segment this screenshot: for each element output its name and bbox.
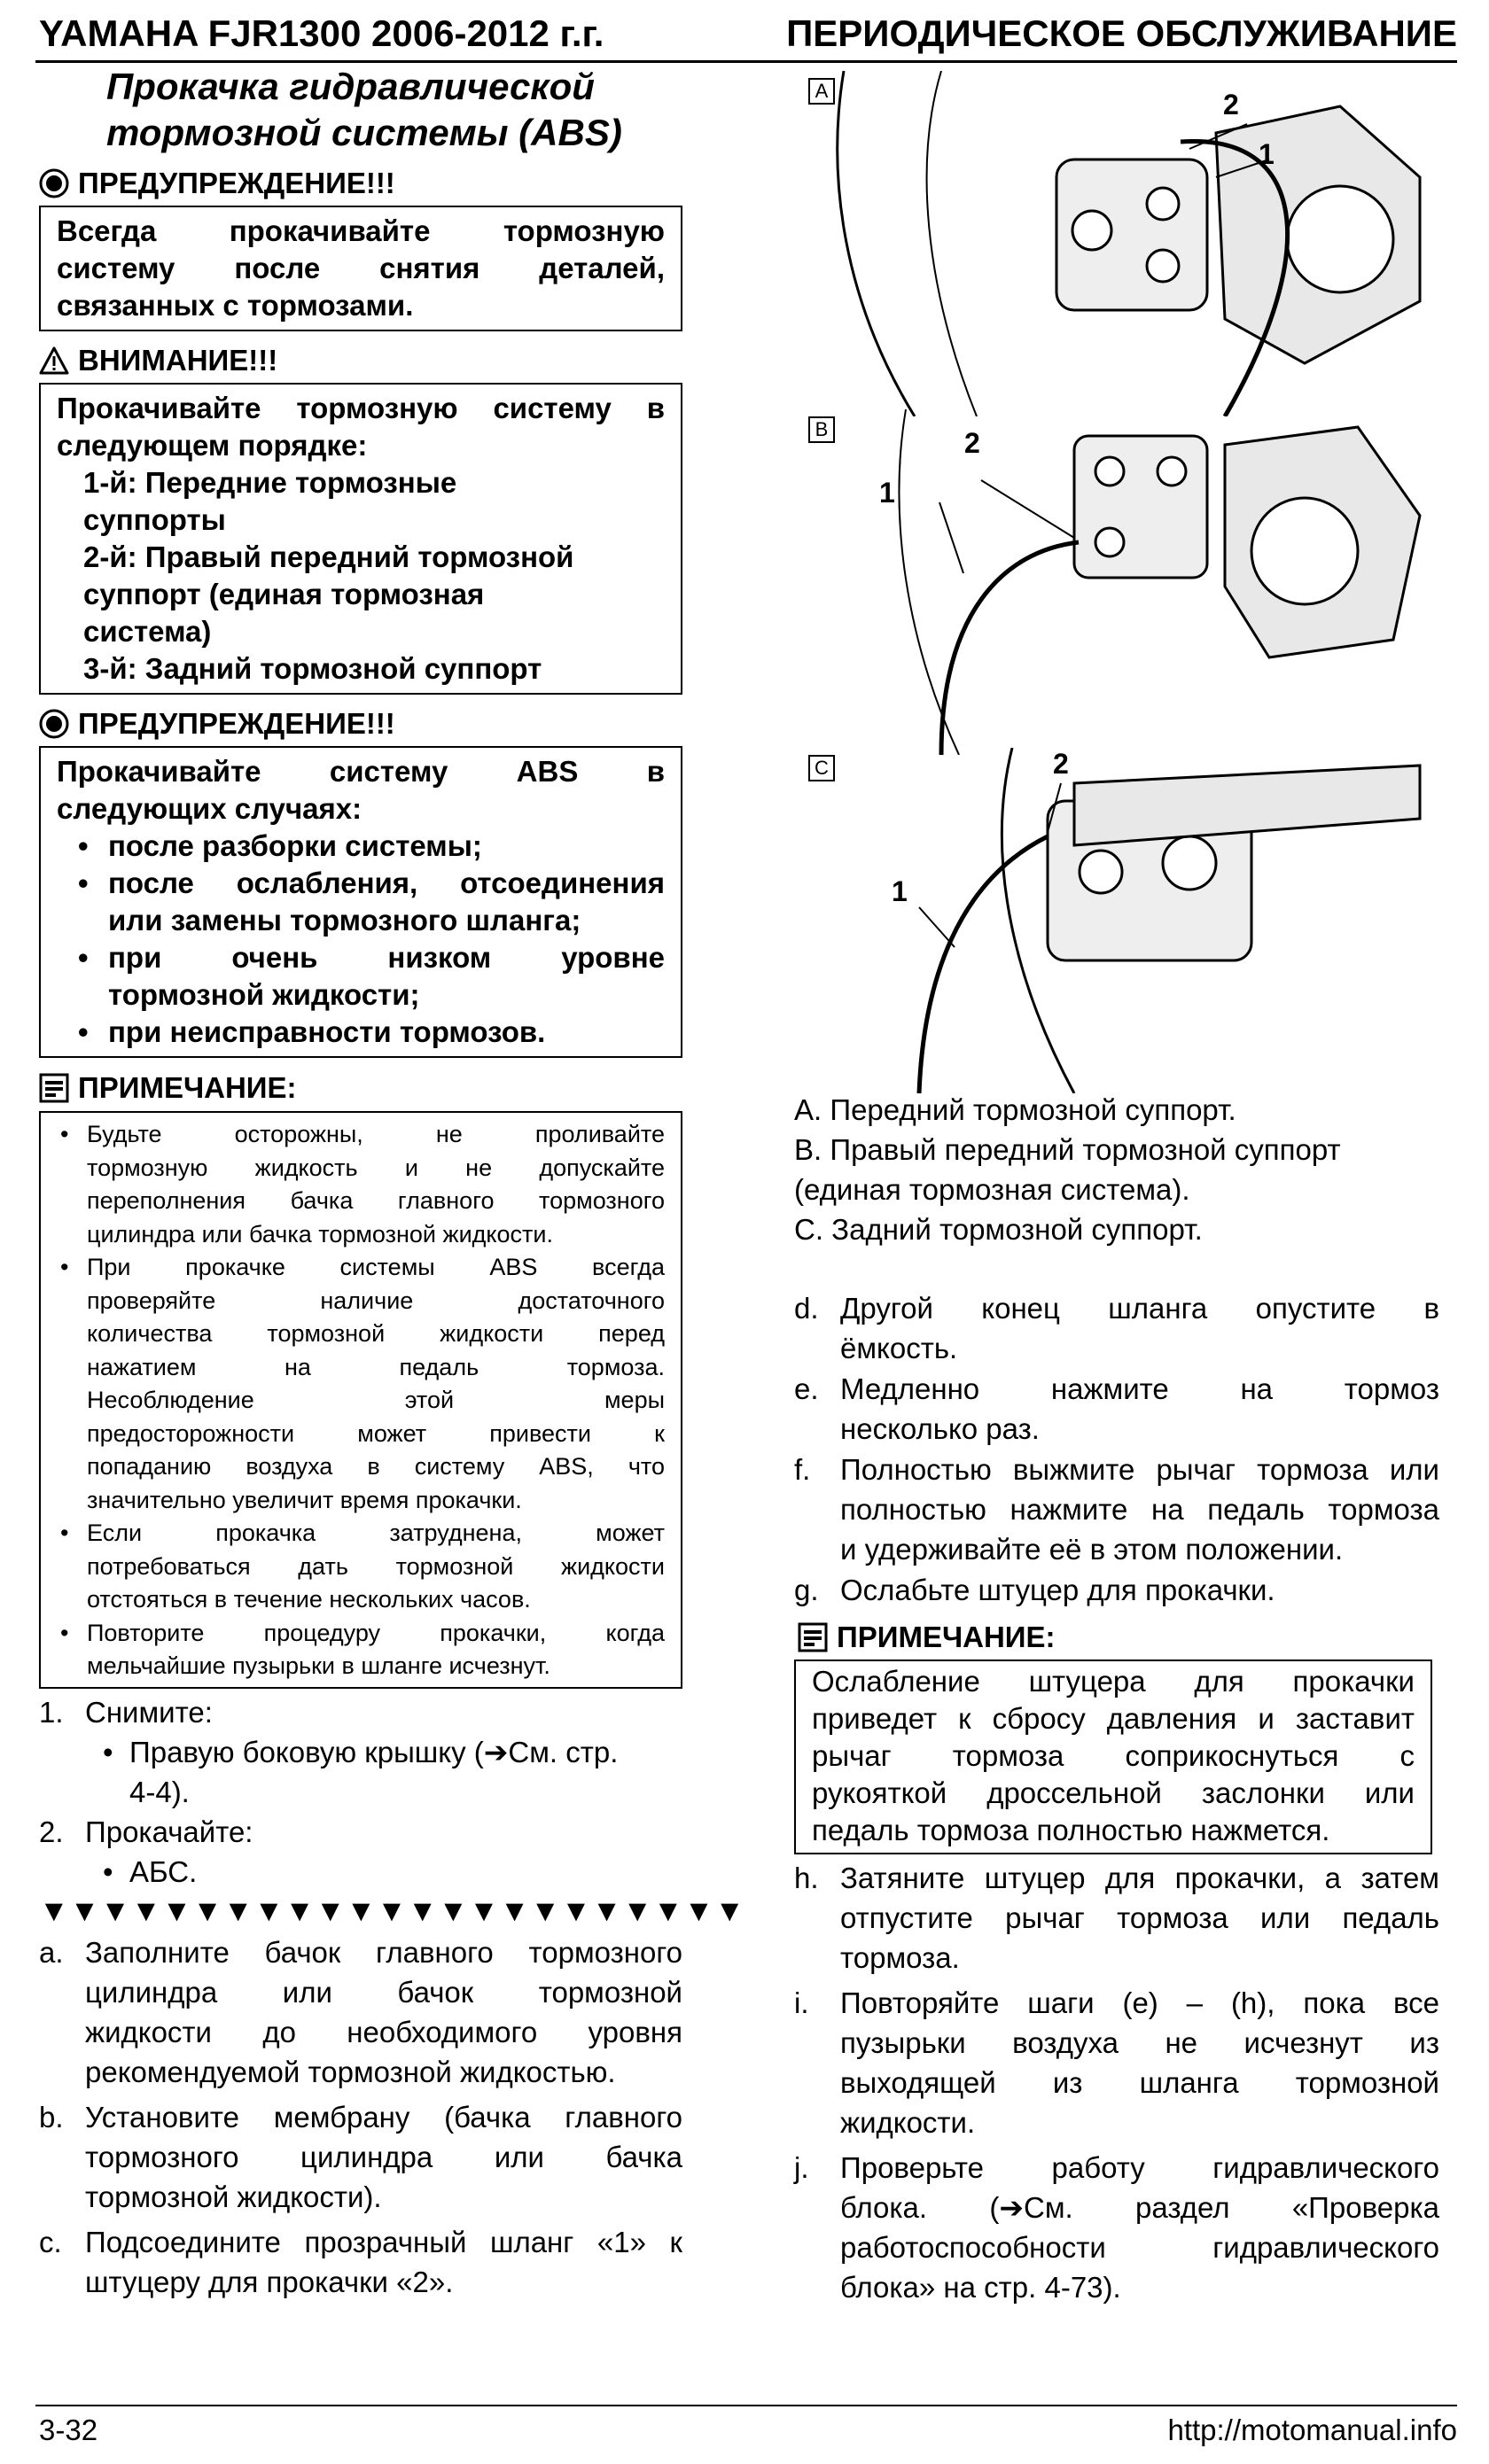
warning2-heading: ПРЕДУПРЕЖДЕНИЕ!!! bbox=[39, 702, 682, 746]
stop-hand-icon bbox=[39, 709, 69, 739]
step-2: 2. Прокачайте: bbox=[39, 1815, 253, 1848]
step-2-sub: • АБС. bbox=[39, 1852, 682, 1892]
warning2-list bbox=[57, 828, 665, 1051]
substeps-right bbox=[794, 1288, 1439, 1610]
callout-1: 1 bbox=[1259, 138, 1275, 170]
note2-heading: ПРИМЕЧАНИЕ: bbox=[794, 1615, 1439, 1660]
note1-heading: ПРИМЕЧАНИЕ: bbox=[39, 1065, 682, 1111]
caution-heading: ВНИМАНИЕ!!! bbox=[39, 338, 682, 383]
substep-c: c. Подсоедините прозрачный шланг «1» к штуцеру для прокачки «2». bbox=[39, 2225, 682, 2298]
substep-i: i. Повторяйте шаги (e) – (h), пока все пузырьки воздуха не исчезнут из выходящей из шланга тормозной жидкости. bbox=[794, 1986, 1439, 2139]
list-item: • после ослабления, отсоединения или замены тормозного шланга; bbox=[57, 865, 665, 939]
page-number: 3-32 bbox=[39, 2413, 98, 2446]
warning1-heading: ПРЕДУПРЕЖДЕНИЕ!!! bbox=[39, 161, 682, 206]
header-left: YAMAHA FJR1300 2006-2012 г.г. bbox=[39, 12, 604, 54]
warning-triangle-icon bbox=[39, 346, 69, 376]
substep-h: h. Затяните штуцер для прокачки, а затем отпустите рычаг тормоза или педаль тормоза. bbox=[794, 1862, 1439, 1974]
substep-j: j. Проверьте работу гидравлического блока. (➔См. раздел «Проверка работоспособности гидравлического блока» на стр. 4-73). bbox=[794, 2151, 1439, 2304]
note1-box bbox=[39, 1111, 682, 1689]
list-item: • Если прокачка затруднена, может потребоваться дать тормозной жидкости отстояться в течение нескольких часов. bbox=[53, 1517, 665, 1617]
footer-rule bbox=[35, 2405, 1457, 2406]
warning1-box: Всегда прокачивайте тормозную систему после снятия деталей, связанных с тормозами. bbox=[39, 206, 682, 331]
substep-e: e. Медленно нажмите на тормоз несколько раз. bbox=[794, 1372, 1439, 1445]
substep-d: d. Другой конец шланга опустите в ёмкость. bbox=[794, 1292, 1439, 1364]
step-1-sub: • Правую боковую крышку (➔См. стр. 4-4). bbox=[39, 1732, 682, 1812]
substep-a: a. Заполните бачок главного тормозного цилиндра или бачок тормозной жидкости до необходимого уровня рекомендуемой тормозной жидкостью. bbox=[39, 1935, 682, 2088]
figure-c bbox=[808, 748, 1429, 1093]
list-item: • При прокачке системы ABS всегда проверяйте наличие достаточного количества тормозной жидкости перед нажатием на педаль тормоза. Несоблюдение этой меры предосторожности может привести к попаданию воздуха в систему ABS, что значительно увеличит время прокачки. bbox=[53, 1251, 665, 1517]
right-column bbox=[794, 1090, 1439, 2307]
callout-2: 2 bbox=[964, 427, 980, 459]
figure-b bbox=[808, 409, 1429, 755]
site-link[interactable]: http://motomanual.info bbox=[1167, 2413, 1457, 2446]
figure-tag-a: A bbox=[808, 78, 835, 105]
list-item: • Повторите процедуру прокачки, когда мельчайшие пузырьки в шланге исчезнут. bbox=[53, 1617, 665, 1683]
figure-tag-c: C bbox=[808, 755, 835, 781]
callout-2: 2 bbox=[1053, 748, 1069, 780]
substep-b: b. Установите мембрану (бачка главного тормозного цилиндра или бачка тормозной жидкости). bbox=[39, 2100, 682, 2213]
substeps-right-2 bbox=[794, 1858, 1439, 2307]
step-1: 1. Снимите: bbox=[39, 1695, 213, 1729]
list-item: • при неисправности тормозов. bbox=[57, 1014, 665, 1051]
figure-captions: A. Передний тормозной суппорт. B. Правый передний тормозной суппорт (единая тормозная система). C. Задний тормозной суппорт. bbox=[794, 1093, 1341, 1246]
substep-f: f. Полностью выжмите рычаг тормоза или полностью нажмите на педаль тормоза и удерживайте её в этом положении. bbox=[794, 1453, 1439, 1566]
right-caliper-drawing bbox=[808, 409, 1429, 755]
warning2-box: Прокачивайте систему ABS в следующих случаях: • после разборки системы; • после ослабления, отсоединения или замены тормозного шланга; • при очень низком уровне тормозной жидкости; • при неисправности тормозов. bbox=[39, 746, 682, 1058]
substep-g: g. Ослабьте штуцер для прокачки. bbox=[794, 1574, 1275, 1606]
substeps-left bbox=[39, 1932, 682, 2302]
note2-box: Ослабление штуцера для прокачки приведет к сбросу давления и заставит рычаг тормоза соприкоснуться с рукояткой дроссельной заслонки или педаль тормоза полностью нажмется. bbox=[794, 1660, 1432, 1854]
steps-left bbox=[39, 1692, 682, 1892]
list-item: • Будьте осторожны, не проливайте тормозную жидкость и не допускайте переполнения бачка главного тормозного цилиндра или бачка тормозной жидкости. bbox=[53, 1118, 665, 1251]
list-item: • при очень низком уровне тормозной жидкости; bbox=[57, 939, 665, 1014]
callout-1: 1 bbox=[892, 875, 908, 907]
header-rule bbox=[35, 60, 1457, 63]
callout-2: 2 bbox=[1223, 89, 1239, 120]
list-item: • после разборки системы; bbox=[57, 828, 665, 865]
left-column bbox=[39, 64, 745, 2302]
note-icon bbox=[39, 1073, 69, 1103]
caution-box: Прокачивайте тормозную систему в следующем порядке: 1-й: Передние тормозные суппорты 2-й: Правый передний тормозной суппорт (единая тормозная система) 3-й: Задний тормозной суппорт bbox=[39, 383, 682, 695]
figure-tag-b: B bbox=[808, 416, 835, 443]
rear-caliper-drawing bbox=[808, 748, 1429, 1093]
figure-a bbox=[808, 71, 1429, 416]
callout-1: 1 bbox=[879, 477, 895, 509]
stop-hand-icon bbox=[39, 168, 69, 198]
triangle-separator: ▼▼▼▼▼▼▼▼▼▼▼▼▼▼▼▼▼▼▼▼▼▼▼ bbox=[39, 1893, 745, 1928]
header-right: ПЕРИОДИЧЕСКОЕ ОБСЛУЖИВАНИЕ bbox=[786, 12, 1457, 54]
note-icon bbox=[798, 1622, 828, 1652]
front-caliper-drawing bbox=[808, 71, 1429, 416]
section-title: Прокачка гидравлической тормозной системы (ABS) bbox=[106, 66, 622, 153]
